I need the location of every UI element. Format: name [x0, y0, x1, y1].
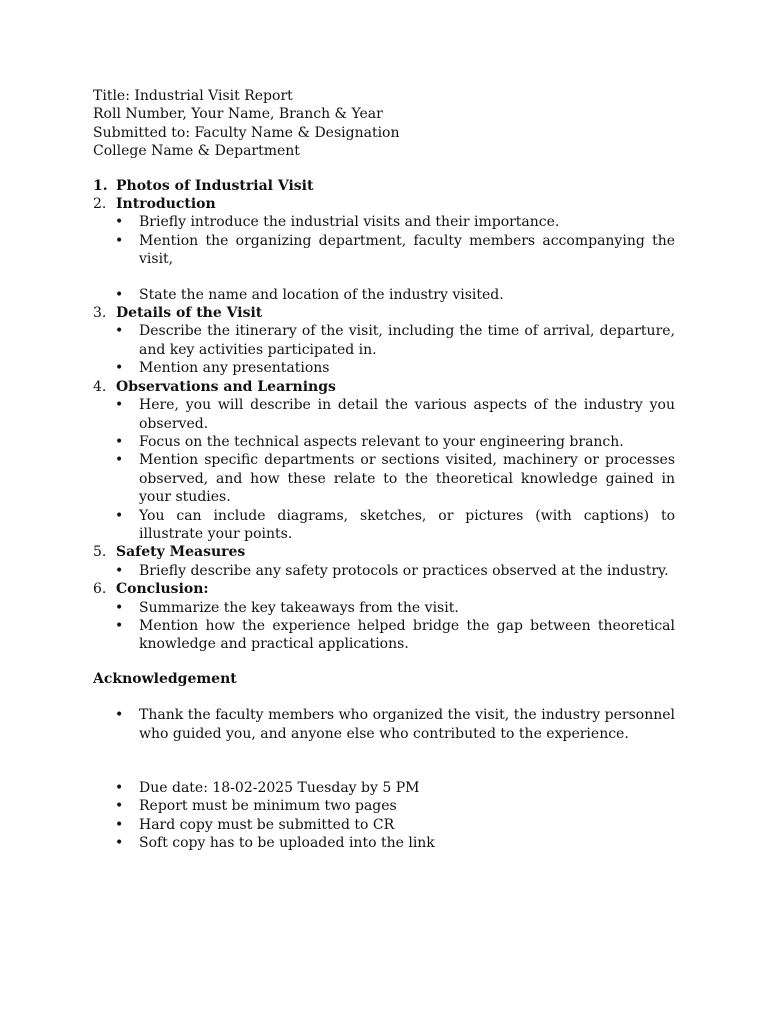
section-title: Details of the Visit: [116, 305, 263, 322]
section-photos: [93, 177, 675, 195]
submitted-to-line: Submitted to: Faculty Name & Designation: [93, 124, 400, 141]
bullet-item: • Mention the organizing department, faculty members accompanying the visit,: [93, 232, 675, 269]
section-details: [93, 304, 675, 378]
section-number: 1.: [93, 177, 108, 194]
section-introduction: [93, 195, 675, 304]
section-title: Safety Measures: [116, 544, 246, 561]
bullet-list: [93, 396, 675, 543]
bullet-item: • Focus on the technical aspects relevant to your engineering branch.: [93, 433, 675, 451]
bullet-item: • Mention how the experience helped bridge the gap between theoretical knowledge and practical applications.: [93, 617, 675, 654]
section-number: 2.: [93, 196, 107, 213]
section-number: 5.: [93, 544, 107, 561]
bullet-item: • Mention any presentations: [93, 359, 675, 377]
acknowledgement-list: [93, 706, 675, 743]
section-number: 4.: [93, 378, 107, 395]
section-title: Conclusion:: [116, 581, 209, 598]
college-line: College Name & Department: [93, 143, 300, 160]
section-number: 6.: [93, 581, 107, 598]
bullet-item: • Thank the faculty members who organized the visit, the industry personnel who guided you, and anyone else who contributed to the experience.: [93, 706, 675, 743]
report-sections: [93, 177, 675, 654]
bullet-item: • Summarize the key takeaways from the visit.: [93, 599, 675, 617]
document-body: [93, 87, 675, 853]
submission-notes: [93, 779, 675, 853]
due-date-note: • Due date: 18-02-2025 Tuesday by 5 PM: [93, 779, 675, 797]
section-title: Photos of Industrial Visit: [116, 177, 314, 194]
acknowledgement-heading: Acknowledgement: [93, 670, 237, 687]
soft-copy-note: • Soft copy has to be uploaded into the link: [93, 834, 675, 852]
bullet-item: • Briefly introduce the industrial visits and their importance.: [93, 213, 675, 231]
hard-copy-note: • Hard copy must be submitted to CR: [93, 816, 675, 834]
bullet-list: [93, 599, 675, 654]
section-safety: [93, 543, 675, 580]
bullet-item: • Mention specific departments or sections visited, machinery or processes observed, and how these relate to the theoretical knowledge gained in your studies.: [93, 451, 675, 506]
bullet-list: [93, 562, 675, 580]
min-pages-note: • Report must be minimum two pages: [93, 797, 675, 815]
bullet-item: • Here, you will describe in detail the various aspects of the industry you observed.: [93, 396, 675, 433]
section-number: 3.: [93, 305, 107, 322]
section-title: Introduction: [116, 196, 216, 213]
bullet-item: • Describe the itinerary of the visit, including the time of arrival, departure, and key activities participated in.: [93, 322, 675, 359]
section-title: Observations and Learnings: [116, 378, 336, 395]
bullet-list: [93, 322, 675, 377]
bullet-item: • State the name and location of the industry visited.: [93, 286, 675, 304]
section-conclusion: [93, 580, 675, 654]
bullet-list: [93, 213, 675, 304]
report-title-line: Title: Industrial Visit Report: [93, 88, 293, 104]
section-observations: [93, 378, 675, 544]
bullet-item: • Briefly describe any safety protocols or practices observed at the industry.: [93, 562, 675, 580]
bullet-item: • You can include diagrams, sketches, or pictures (with captions) to illustrate your points.: [93, 507, 675, 544]
student-details-line: Roll Number, Your Name, Branch & Year: [93, 106, 383, 123]
